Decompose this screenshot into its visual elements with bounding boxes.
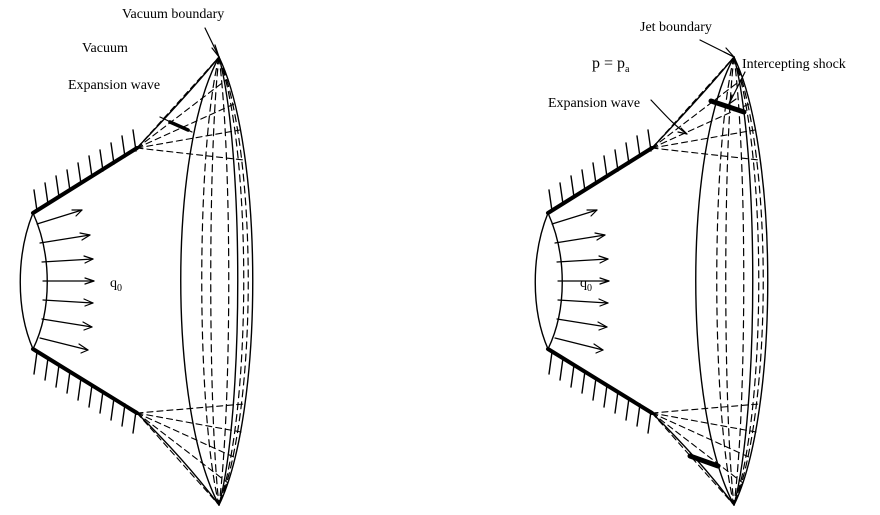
label-q0-left-symbol: q (110, 276, 117, 291)
label-vacuum: Vacuum (82, 41, 128, 56)
label-q0-left (110, 277, 122, 294)
label-vacuum-boundary: Vacuum boundary (122, 7, 225, 22)
label-ambient-pressure (592, 56, 629, 75)
label-ambient-pressure-subscript: a (625, 64, 630, 76)
label-ambient-pressure-text: p = p (592, 55, 626, 72)
label-jet-boundary: Jet boundary (640, 20, 712, 35)
left-panel-geometry (20, 28, 253, 505)
label-expansion-wave-left: Expansion wave (68, 78, 161, 93)
label-q0-right-subscript: 0 (587, 282, 592, 294)
label-q0-right (580, 277, 592, 294)
label-q0-left-subscript: 0 (117, 282, 122, 294)
label-expansion-wave-right: Expansion wave (548, 96, 641, 111)
label-q0-right-symbol: q (580, 276, 587, 291)
label-intercepting-shock: Intercepting shock (742, 57, 846, 72)
